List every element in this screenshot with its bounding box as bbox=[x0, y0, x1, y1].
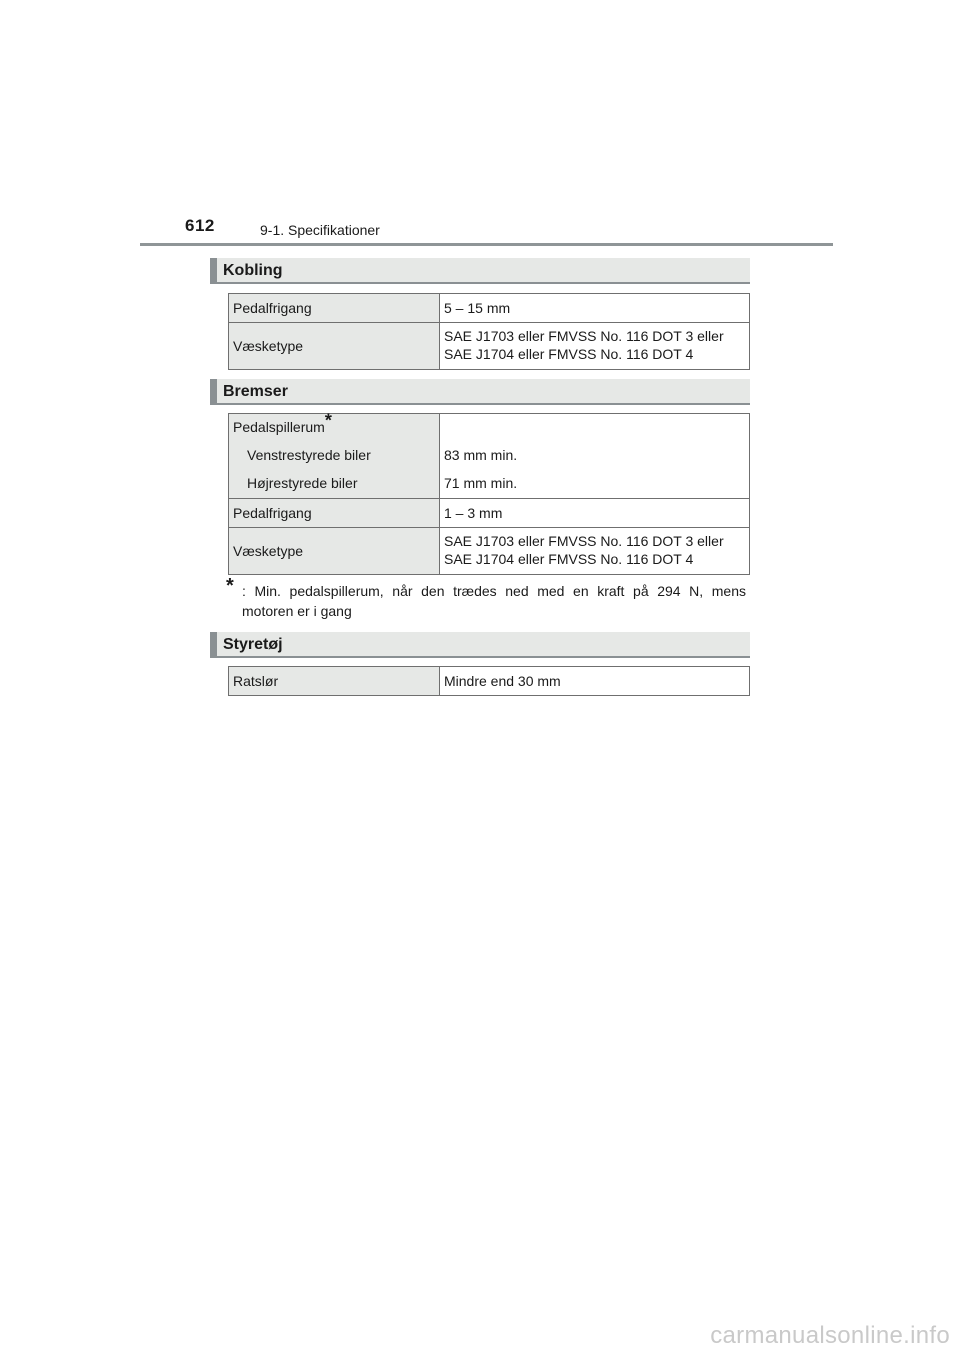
footnote-line-1: : Min. pedalspillerum, når den trædes ned med en kraft på 294 N, mens bbox=[242, 583, 746, 599]
sub-key: Højrestyrede biler bbox=[247, 475, 358, 491]
section-heading-bremser: Bremser bbox=[210, 379, 750, 405]
spec-key: Væsketype bbox=[229, 323, 440, 370]
section-reference: 9-1. Specifikationer bbox=[260, 222, 380, 238]
sub-key: Venstrestyrede biler bbox=[247, 447, 371, 463]
page-number: 612 bbox=[185, 216, 215, 235]
spec-value: SAE J1703 eller FMVSS No. 116 DOT 3 eller SAE J1704 eller FMVSS No. 116 DOT 4 bbox=[440, 528, 750, 575]
spec-key: Pedalfrigang bbox=[229, 294, 440, 323]
spec-value: 1 – 3 mm bbox=[440, 499, 750, 528]
table-row bbox=[229, 499, 750, 528]
footnote bbox=[226, 575, 746, 621]
footnote-line-2: motoren er i gang bbox=[242, 603, 352, 619]
table-row bbox=[229, 294, 750, 323]
section-heading-kobling: Kobling bbox=[210, 258, 750, 284]
spec-key: Ratslør bbox=[229, 667, 440, 696]
spec-key: Pedalfrigang bbox=[229, 499, 440, 528]
spec-key: Væsketype bbox=[229, 528, 440, 575]
table-row bbox=[229, 414, 750, 499]
table-row bbox=[229, 528, 750, 575]
table-row bbox=[229, 323, 750, 370]
header-rule bbox=[140, 243, 833, 246]
kobling-table bbox=[228, 293, 750, 370]
watermark: carmanualsonline.info bbox=[710, 1322, 950, 1349]
spec-value: Mindre end 30 mm bbox=[440, 667, 750, 696]
pedalspillerum-label: Pedalspillerum bbox=[233, 419, 325, 435]
spec-value: 83 mm min. 71 mm min. bbox=[440, 414, 750, 499]
table-row bbox=[229, 667, 750, 696]
spec-value: SAE J1703 eller FMVSS No. 116 DOT 3 eller SAE J1704 eller FMVSS No. 116 DOT 4 bbox=[440, 323, 750, 370]
styretoj-table bbox=[228, 666, 750, 696]
footnote-star: * bbox=[226, 575, 234, 597]
spec-value: 5 – 15 mm bbox=[440, 294, 750, 323]
bremser-table bbox=[228, 410, 750, 575]
section-heading-styretoj: Styretøj bbox=[210, 632, 750, 658]
footnote-star-marker: * bbox=[324, 410, 332, 431]
spec-key bbox=[229, 410, 440, 499]
